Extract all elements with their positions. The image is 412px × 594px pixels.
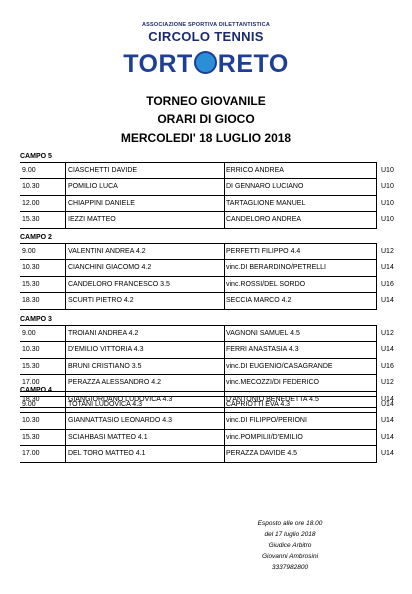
match-time: 10.30 bbox=[22, 264, 40, 272]
player-a: GIANNATTASIO LEONARDO 4.3 bbox=[68, 417, 172, 425]
tennis-ball-icon bbox=[194, 51, 217, 74]
player-a: CIANCHINI GIACOMO 4.2 bbox=[68, 264, 152, 272]
match-row bbox=[20, 326, 394, 342]
column-divider bbox=[224, 430, 225, 446]
column-divider bbox=[376, 359, 377, 375]
column-divider bbox=[376, 260, 377, 276]
campo-label: CAMPO 2 bbox=[20, 233, 377, 244]
date-title: MERCOLEDI' 18 LUGLIO 2018 bbox=[120, 131, 292, 145]
column-divider bbox=[224, 293, 225, 309]
match-time: 15.30 bbox=[22, 433, 40, 441]
player-a: SCIAHBASI MATTEO 4.1 bbox=[68, 433, 148, 441]
player-a: TROIANI ANDREA 4.2 bbox=[68, 330, 139, 337]
campo-section bbox=[20, 386, 394, 463]
column-divider bbox=[65, 293, 66, 309]
campo-label: CAMPO 5 bbox=[20, 152, 377, 163]
column-divider bbox=[376, 326, 377, 342]
column-divider bbox=[224, 244, 225, 260]
player-b: CAPRIOTTI EVA 4.3 bbox=[226, 401, 291, 408]
campo-label: CAMPO 4 bbox=[20, 386, 377, 397]
column-divider bbox=[65, 163, 66, 179]
match-category: U10 bbox=[381, 216, 394, 224]
match-time: 9.00 bbox=[22, 401, 36, 408]
match-time: 15.30 bbox=[22, 362, 40, 370]
column-divider bbox=[376, 277, 377, 293]
match-category: U10 bbox=[381, 183, 394, 191]
player-a: SCURTI PIETRO 4.2 bbox=[68, 297, 134, 305]
player-b: vinc.POMPILII/D'EMILIO bbox=[226, 433, 303, 441]
column-divider bbox=[224, 260, 225, 276]
column-divider bbox=[224, 359, 225, 375]
match-row bbox=[20, 260, 394, 276]
column-divider bbox=[65, 359, 66, 375]
player-a: BRUNI CRISTIANO 3.5 bbox=[68, 362, 142, 370]
match-category: U12 bbox=[381, 379, 394, 387]
player-a: GIANGIORDANO LUDOVICA 4.3 bbox=[68, 395, 173, 403]
player-b: SECCIA MARCO 4.2 bbox=[226, 297, 292, 305]
player-b: D'ANTONIO BENEDETTA 4.5 bbox=[226, 395, 319, 403]
player-a: VALENTINI ANDREA 4.2 bbox=[68, 248, 146, 255]
player-b: vinc.DI BERARDINO/PETRELLI bbox=[226, 264, 326, 272]
match-time: 18.30 bbox=[22, 395, 40, 403]
match-row bbox=[20, 244, 394, 260]
match-category: U16 bbox=[381, 280, 394, 288]
column-divider bbox=[65, 413, 66, 429]
match-time: 9.00 bbox=[22, 330, 36, 337]
player-b: PERAZZA DAVIDE 4.5 bbox=[226, 450, 298, 458]
player-b: vinc.ROSSI/DEL SORDO bbox=[226, 280, 306, 288]
match-time: 10.30 bbox=[22, 346, 40, 354]
player-b: vinc.MECOZZI/DI FEDERICO bbox=[226, 379, 319, 387]
campo-section bbox=[20, 152, 394, 229]
player-a: PERAZZA ALESSANDRO 4.2 bbox=[68, 379, 161, 387]
match-row bbox=[20, 277, 394, 293]
player-a: POMILIO LUCA bbox=[68, 183, 118, 191]
campo-label: CAMPO 3 bbox=[20, 315, 377, 326]
column-divider bbox=[376, 446, 377, 462]
referee-name: Giovanni Ambrosini bbox=[261, 553, 319, 560]
player-b: FERRI ANASTASIA 4.3 bbox=[226, 346, 299, 354]
match-time: 17.00 bbox=[22, 379, 40, 387]
match-category: U12 bbox=[381, 248, 394, 255]
column-divider bbox=[224, 212, 225, 228]
match-time: 10.30 bbox=[22, 183, 40, 191]
player-a: CANDELORO FRANCESCO 3.5 bbox=[68, 280, 170, 288]
match-category: U12 bbox=[381, 330, 394, 337]
match-category: U14 bbox=[381, 264, 394, 272]
match-time: 9.00 bbox=[22, 167, 36, 174]
player-a: IEZZI MATTEO bbox=[68, 216, 116, 224]
match-category: U10 bbox=[381, 199, 394, 207]
column-divider bbox=[376, 397, 377, 413]
match-row bbox=[20, 446, 394, 462]
column-divider bbox=[65, 342, 66, 358]
player-b: vinc.DI EUGENIO/CASAGRANDE bbox=[226, 362, 333, 370]
match-time: 15.30 bbox=[22, 216, 40, 224]
match-category: U14 bbox=[381, 417, 394, 425]
column-divider bbox=[376, 244, 377, 260]
posted-date: del 17 luglio 2018 bbox=[264, 531, 316, 538]
match-time: 10.30 bbox=[22, 417, 40, 425]
posted-time: Esposto alle ore 18.00 bbox=[257, 520, 323, 527]
association-name: ASSOCIAZIONE SPORTIVA DILETTANTISTICA bbox=[142, 22, 270, 28]
match-row bbox=[20, 179, 394, 195]
column-divider bbox=[65, 260, 66, 276]
match-category: U14 bbox=[381, 395, 394, 403]
player-b: PERFETTI FILIPPO 4.4 bbox=[226, 248, 301, 255]
match-row bbox=[20, 212, 394, 228]
column-divider bbox=[224, 446, 225, 462]
player-b: DI GENNARO LUCIANO bbox=[226, 183, 304, 191]
column-divider bbox=[224, 397, 225, 413]
column-divider bbox=[65, 277, 66, 293]
player-a: TOTANI LUDOVICA 4.3 bbox=[68, 401, 143, 408]
column-divider bbox=[376, 163, 377, 179]
player-b: VAGNONI SAMUEL 4.5 bbox=[226, 330, 300, 337]
match-time: 12.00 bbox=[22, 199, 40, 207]
player-a: DEL TORO MATTEO 4.1 bbox=[68, 450, 146, 458]
match-time: 18.30 bbox=[22, 297, 40, 305]
column-divider bbox=[224, 163, 225, 179]
player-a: CHIAPPINI DANIELE bbox=[68, 199, 135, 207]
column-divider bbox=[224, 179, 225, 195]
match-time: 9.00 bbox=[22, 248, 36, 255]
match-time: 15.30 bbox=[22, 280, 40, 288]
column-divider bbox=[65, 196, 66, 212]
column-divider bbox=[376, 179, 377, 195]
referee-title: Giudice Arbitro bbox=[268, 542, 312, 549]
match-row bbox=[20, 342, 394, 358]
column-divider bbox=[65, 397, 66, 413]
column-divider bbox=[65, 446, 66, 462]
column-divider bbox=[65, 326, 66, 342]
match-category: U14 bbox=[381, 297, 394, 305]
column-divider bbox=[376, 342, 377, 358]
column-divider bbox=[65, 430, 66, 446]
match-row bbox=[20, 196, 394, 212]
column-divider bbox=[65, 212, 66, 228]
player-b: ERRICO ANDREA bbox=[226, 167, 284, 174]
match-row bbox=[20, 359, 394, 375]
column-divider bbox=[376, 413, 377, 429]
player-b: CANDELORO ANDREA bbox=[226, 216, 302, 224]
referee-phone: 3337982800 bbox=[271, 564, 309, 571]
player-b: vinc.DI FILIPPO/PERIONI bbox=[226, 417, 307, 425]
tournament-title: TORNEO GIOVANILE bbox=[146, 94, 266, 108]
player-a: D'EMILIO VITTORIA 4.3 bbox=[68, 346, 144, 354]
brand-left: TORT bbox=[123, 50, 193, 78]
club-name: CIRCOLO TENNIS bbox=[148, 29, 264, 44]
column-divider bbox=[224, 342, 225, 358]
column-divider bbox=[376, 293, 377, 309]
match-time: 17.00 bbox=[22, 450, 40, 458]
match-row bbox=[20, 413, 394, 429]
column-divider bbox=[376, 430, 377, 446]
match-category: U14 bbox=[381, 401, 394, 408]
match-category: U14 bbox=[381, 450, 394, 458]
brand-right: RETO bbox=[217, 50, 289, 78]
player-a: CIASCHETTI DAVIDE bbox=[68, 167, 138, 174]
schedule-title: ORARI DI GIOCO bbox=[157, 112, 255, 126]
match-row bbox=[20, 293, 394, 309]
column-divider bbox=[224, 326, 225, 342]
column-divider bbox=[376, 196, 377, 212]
club-logo bbox=[0, 50, 412, 79]
column-divider bbox=[224, 196, 225, 212]
player-b: TARTAGLIONE MANUEL bbox=[226, 199, 306, 207]
campo-section bbox=[20, 233, 394, 310]
column-divider bbox=[224, 413, 225, 429]
column-divider bbox=[65, 244, 66, 260]
match-row bbox=[20, 397, 394, 413]
match-category: U16 bbox=[381, 362, 394, 370]
column-divider bbox=[376, 212, 377, 228]
match-category: U14 bbox=[381, 346, 394, 354]
column-divider bbox=[65, 179, 66, 195]
match-row bbox=[20, 163, 394, 179]
match-row bbox=[20, 430, 394, 446]
match-category: U10 bbox=[381, 167, 394, 174]
match-category: U14 bbox=[381, 433, 394, 441]
column-divider bbox=[224, 277, 225, 293]
